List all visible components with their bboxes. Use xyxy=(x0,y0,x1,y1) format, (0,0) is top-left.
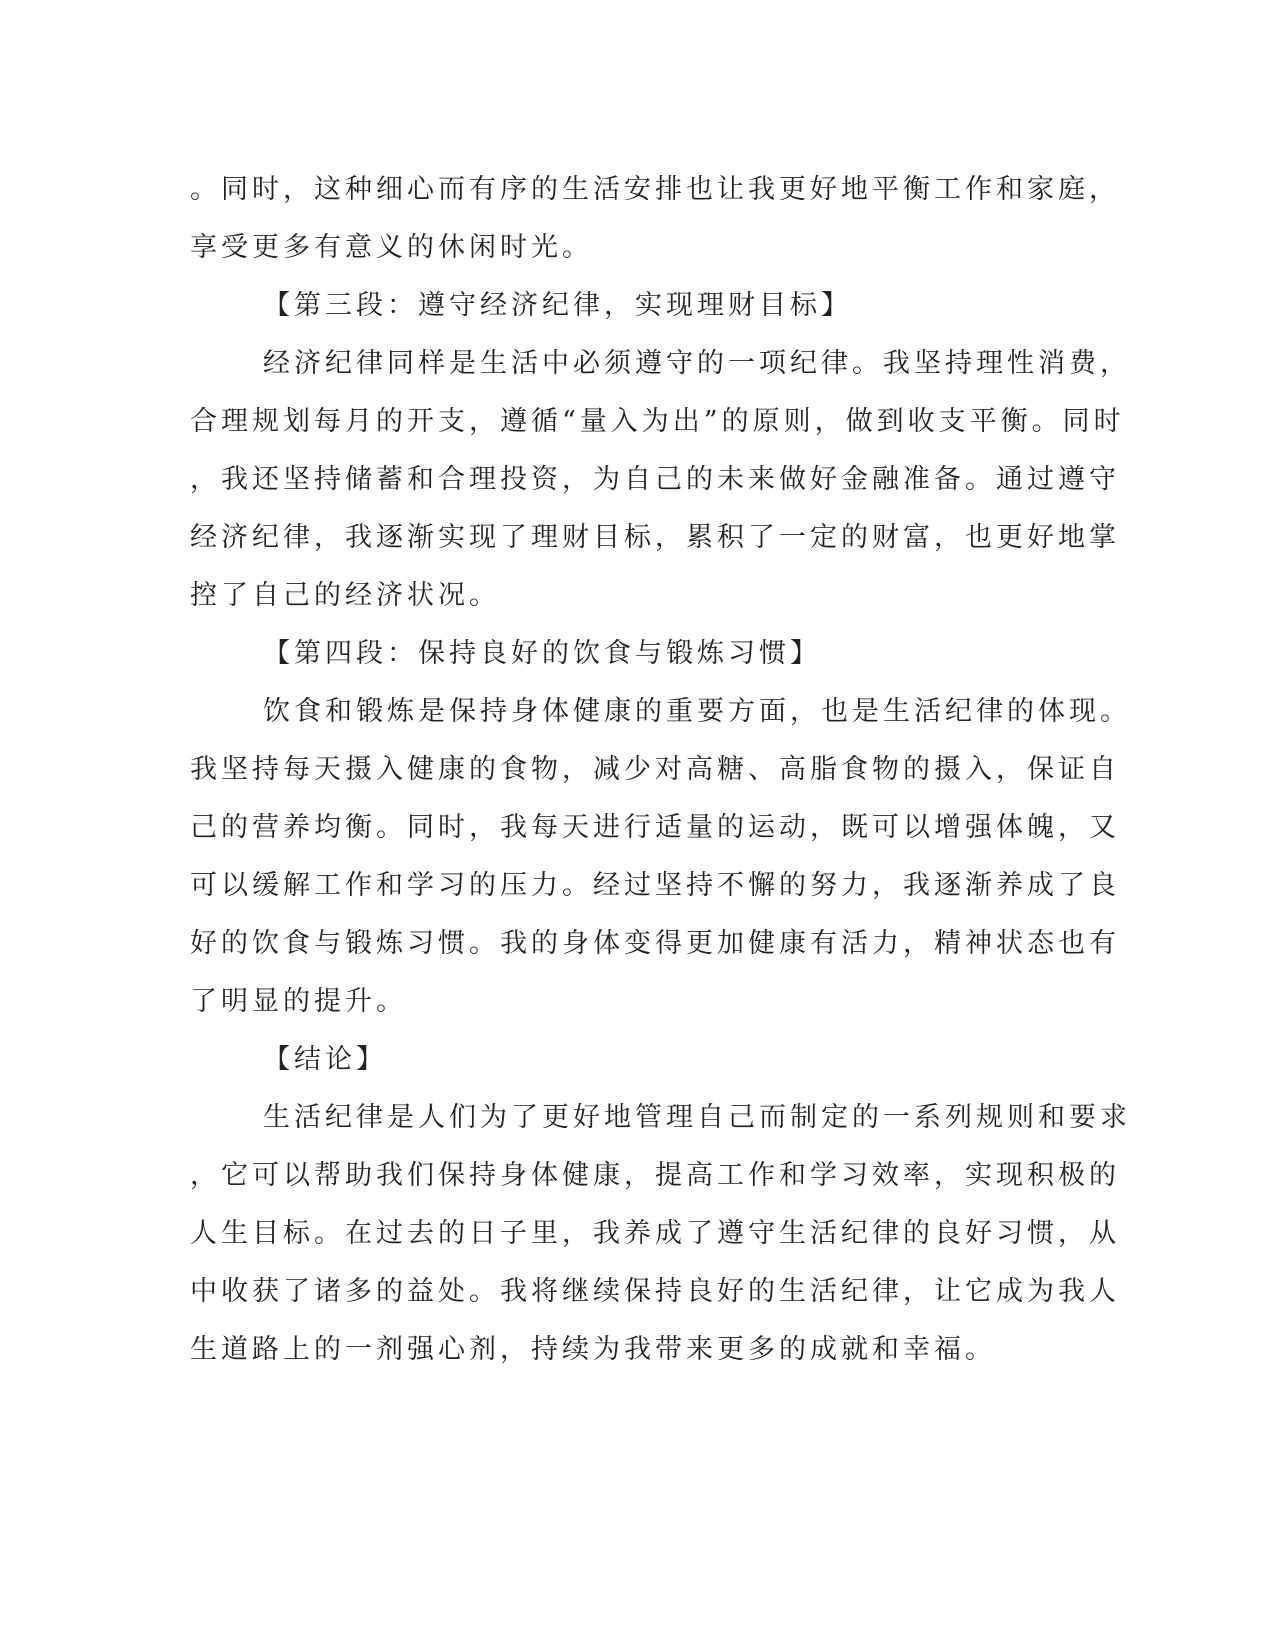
text-line: 生活纪律是人们为了更好地管理自己而制定的一系列规则和要求 xyxy=(263,1102,1131,1133)
text-line: ，它可以帮助我们保持身体健康，提高工作和学习效率，实现积极的 xyxy=(190,1160,1120,1191)
text-line: 我坚持每天摄入健康的食物，减少对高糖、高脂食物的摄入，保证自 xyxy=(190,754,1120,785)
text-line: 饮食和锻炼是保持身体健康的重要方面，也是生活纪律的体现。 xyxy=(263,696,1131,727)
text-line: 经济纪律同样是生活中必须遵守的一项纪律。我坚持理性消费， xyxy=(263,348,1131,379)
text-line: 人生目标。在过去的日子里，我养成了遵守生活纪律的良好习惯，从 xyxy=(190,1218,1120,1249)
text-line: 享受更多有意义的休闲时光。 xyxy=(190,232,593,263)
text-line: ，我还坚持储蓄和合理投资，为自己的未来做好金融准备。通过遵守 xyxy=(190,464,1120,495)
text-line: 合理规划每月的开支，遵循“量入为出”的原则，做到收支平衡。同时 xyxy=(190,406,1125,437)
text-line: 可以缓解工作和学习的压力。经过坚持不懈的努力，我逐渐养成了良 xyxy=(190,870,1120,901)
section-heading: 【第四段：保持良好的饮食与锻炼习惯】 xyxy=(263,638,821,669)
text-line: 。同时，这种细心而有序的生活安排也让我更好地平衡工作和家庭， xyxy=(190,174,1120,205)
text-line: 好的饮食与锻炼习惯。我的身体变得更加健康有活力，精神状态也有 xyxy=(190,928,1120,959)
section-heading: 【结论】 xyxy=(263,1044,387,1075)
section-heading: 【第三段：遵守经济纪律，实现理财目标】 xyxy=(263,290,852,321)
text-line: 了明显的提升。 xyxy=(190,986,407,1017)
text-line: 经济纪律，我逐渐实现了理财目标，累积了一定的财富，也更好地掌 xyxy=(190,522,1120,553)
text-line: 控了自己的经济状况。 xyxy=(190,580,500,611)
text-line: 己的营养均衡。同时，我每天进行适量的运动，既可以增强体魄，又 xyxy=(190,812,1120,843)
text-line: 中收获了诸多的益处。我将继续保持良好的生活纪律，让它成为我人 xyxy=(190,1276,1120,1307)
text-line: 生道路上的一剂强心剂，持续为我带来更多的成就和幸福。 xyxy=(190,1334,996,1365)
